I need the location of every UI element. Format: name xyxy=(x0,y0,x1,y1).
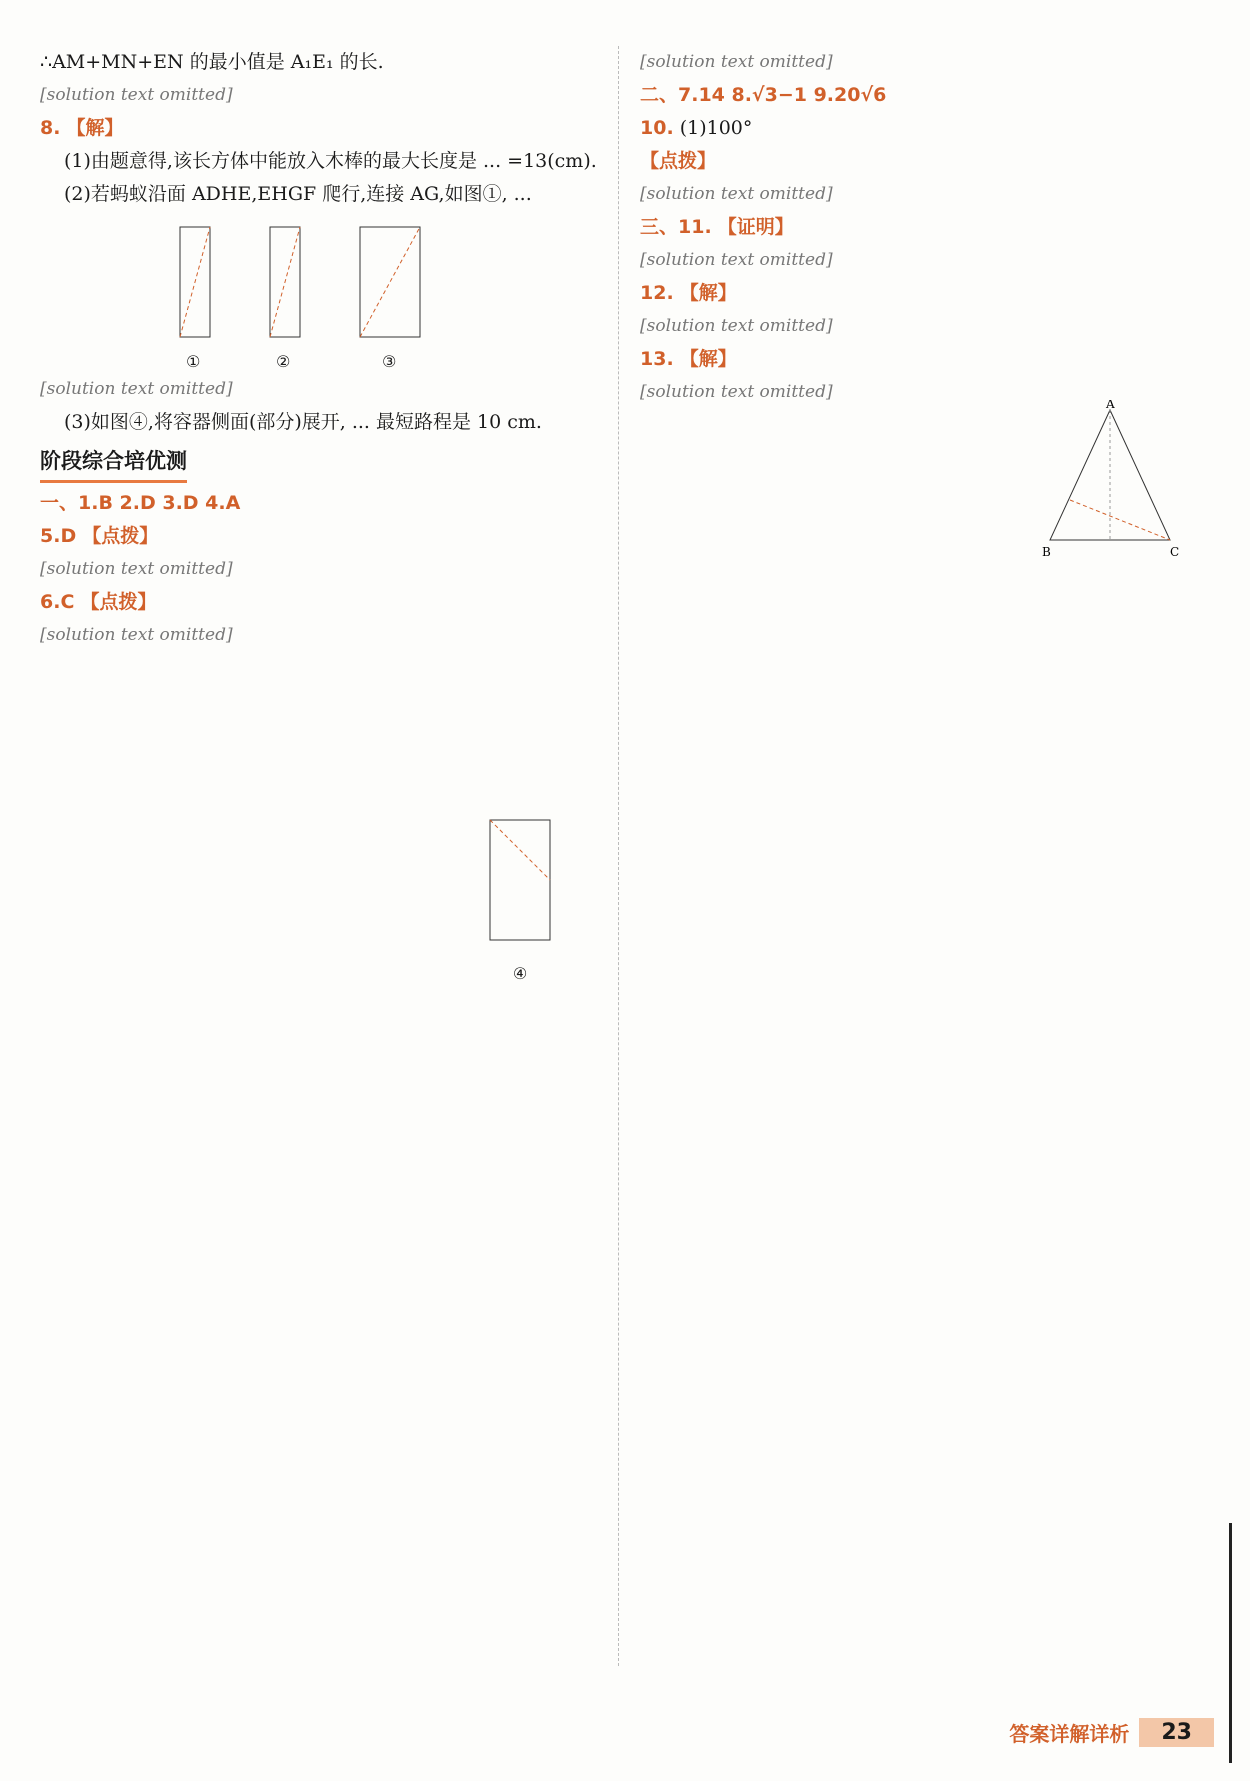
opening-line: ∴AM+MN+EN 的最小值是 A₁E₁ 的长. xyxy=(40,51,384,73)
q6-header xyxy=(40,586,600,619)
right-column xyxy=(640,46,1220,409)
rectangles-figure xyxy=(160,217,480,367)
q12-tag: 【解】 xyxy=(679,282,737,304)
mc-answers: 一、1.B 2.D 3.D 4.A xyxy=(40,492,241,514)
q5-tag: 【点拨】 xyxy=(82,525,159,547)
q10-header xyxy=(640,112,1220,145)
triangle-figure xyxy=(1040,400,1180,564)
column-divider xyxy=(618,46,619,1666)
rectangle-figure-4 xyxy=(480,810,560,960)
q8-tag: 【解】 xyxy=(66,117,124,139)
q10-part1: (1)100° xyxy=(679,117,753,139)
q8-number: 8. xyxy=(40,117,61,139)
placeholder: [solution text omitted] xyxy=(640,250,833,270)
footer-label: 答案详解详析 xyxy=(1009,1722,1130,1746)
triangle-diagram xyxy=(1040,400,1180,560)
placeholder: [solution text omitted] xyxy=(40,379,233,399)
fig-caption-1: ① xyxy=(186,352,201,371)
q11-header xyxy=(640,211,1220,244)
tri-label-a: A xyxy=(1106,400,1115,411)
tri-label-c: C xyxy=(1170,545,1180,559)
q5-header xyxy=(40,520,600,553)
placeholder: [solution text omitted] xyxy=(640,52,833,72)
q10-part2-header xyxy=(640,145,1220,178)
footer xyxy=(1009,1718,1214,1747)
placeholder: [solution text omitted] xyxy=(640,316,833,336)
q12-header xyxy=(640,277,1220,310)
q8-part2: (2)若蚂蚁沿面 ADHE,EHGF 爬行,连接 AG,如图①, ... xyxy=(64,183,532,205)
page-number: 23 xyxy=(1139,1718,1214,1747)
q11-number: 三、11. xyxy=(640,216,712,238)
q8-figures xyxy=(160,217,600,371)
fig-caption-2: ② xyxy=(276,352,291,371)
tri-label-b: B xyxy=(1042,545,1051,559)
placeholder: [solution text omitted] xyxy=(40,85,233,105)
q10-tag: 【点拨】 xyxy=(640,150,717,172)
q12-number: 12. xyxy=(640,282,674,304)
q8-header xyxy=(40,112,600,145)
figure-4 xyxy=(480,810,560,983)
q13-header xyxy=(640,343,1220,376)
q6-tag: 【点拨】 xyxy=(80,591,157,613)
fig-caption-4: ④ xyxy=(512,964,528,983)
q13-tag: 【解】 xyxy=(679,348,737,370)
q13-number: 13. xyxy=(640,348,674,370)
placeholder: [solution text omitted] xyxy=(40,559,233,579)
left-column xyxy=(40,46,600,652)
q5-number: 5.D xyxy=(40,525,77,547)
q8-part1: (1)由题意得,该长方体中能放入木棒的最大长度是 ... =13(cm). xyxy=(64,150,597,172)
q10-number: 10. xyxy=(640,117,674,139)
q8-part3: (3)如图④,将容器侧面(部分)展开, ... 最短路程是 10 cm. xyxy=(64,411,542,433)
placeholder: [solution text omitted] xyxy=(40,625,233,645)
placeholder: [solution text omitted] xyxy=(640,184,833,204)
page-edge-bar xyxy=(1229,1523,1232,1763)
fig-caption-3: ③ xyxy=(382,352,397,371)
placeholder: [solution text omitted] xyxy=(640,382,833,402)
section-title: 阶段综合培优测 xyxy=(40,445,187,483)
q6-number: 6.C xyxy=(40,591,75,613)
fill-answers: 二、7.14 8.√3−1 9.20√6 xyxy=(640,84,887,106)
q11-tag: 【证明】 xyxy=(717,216,794,238)
